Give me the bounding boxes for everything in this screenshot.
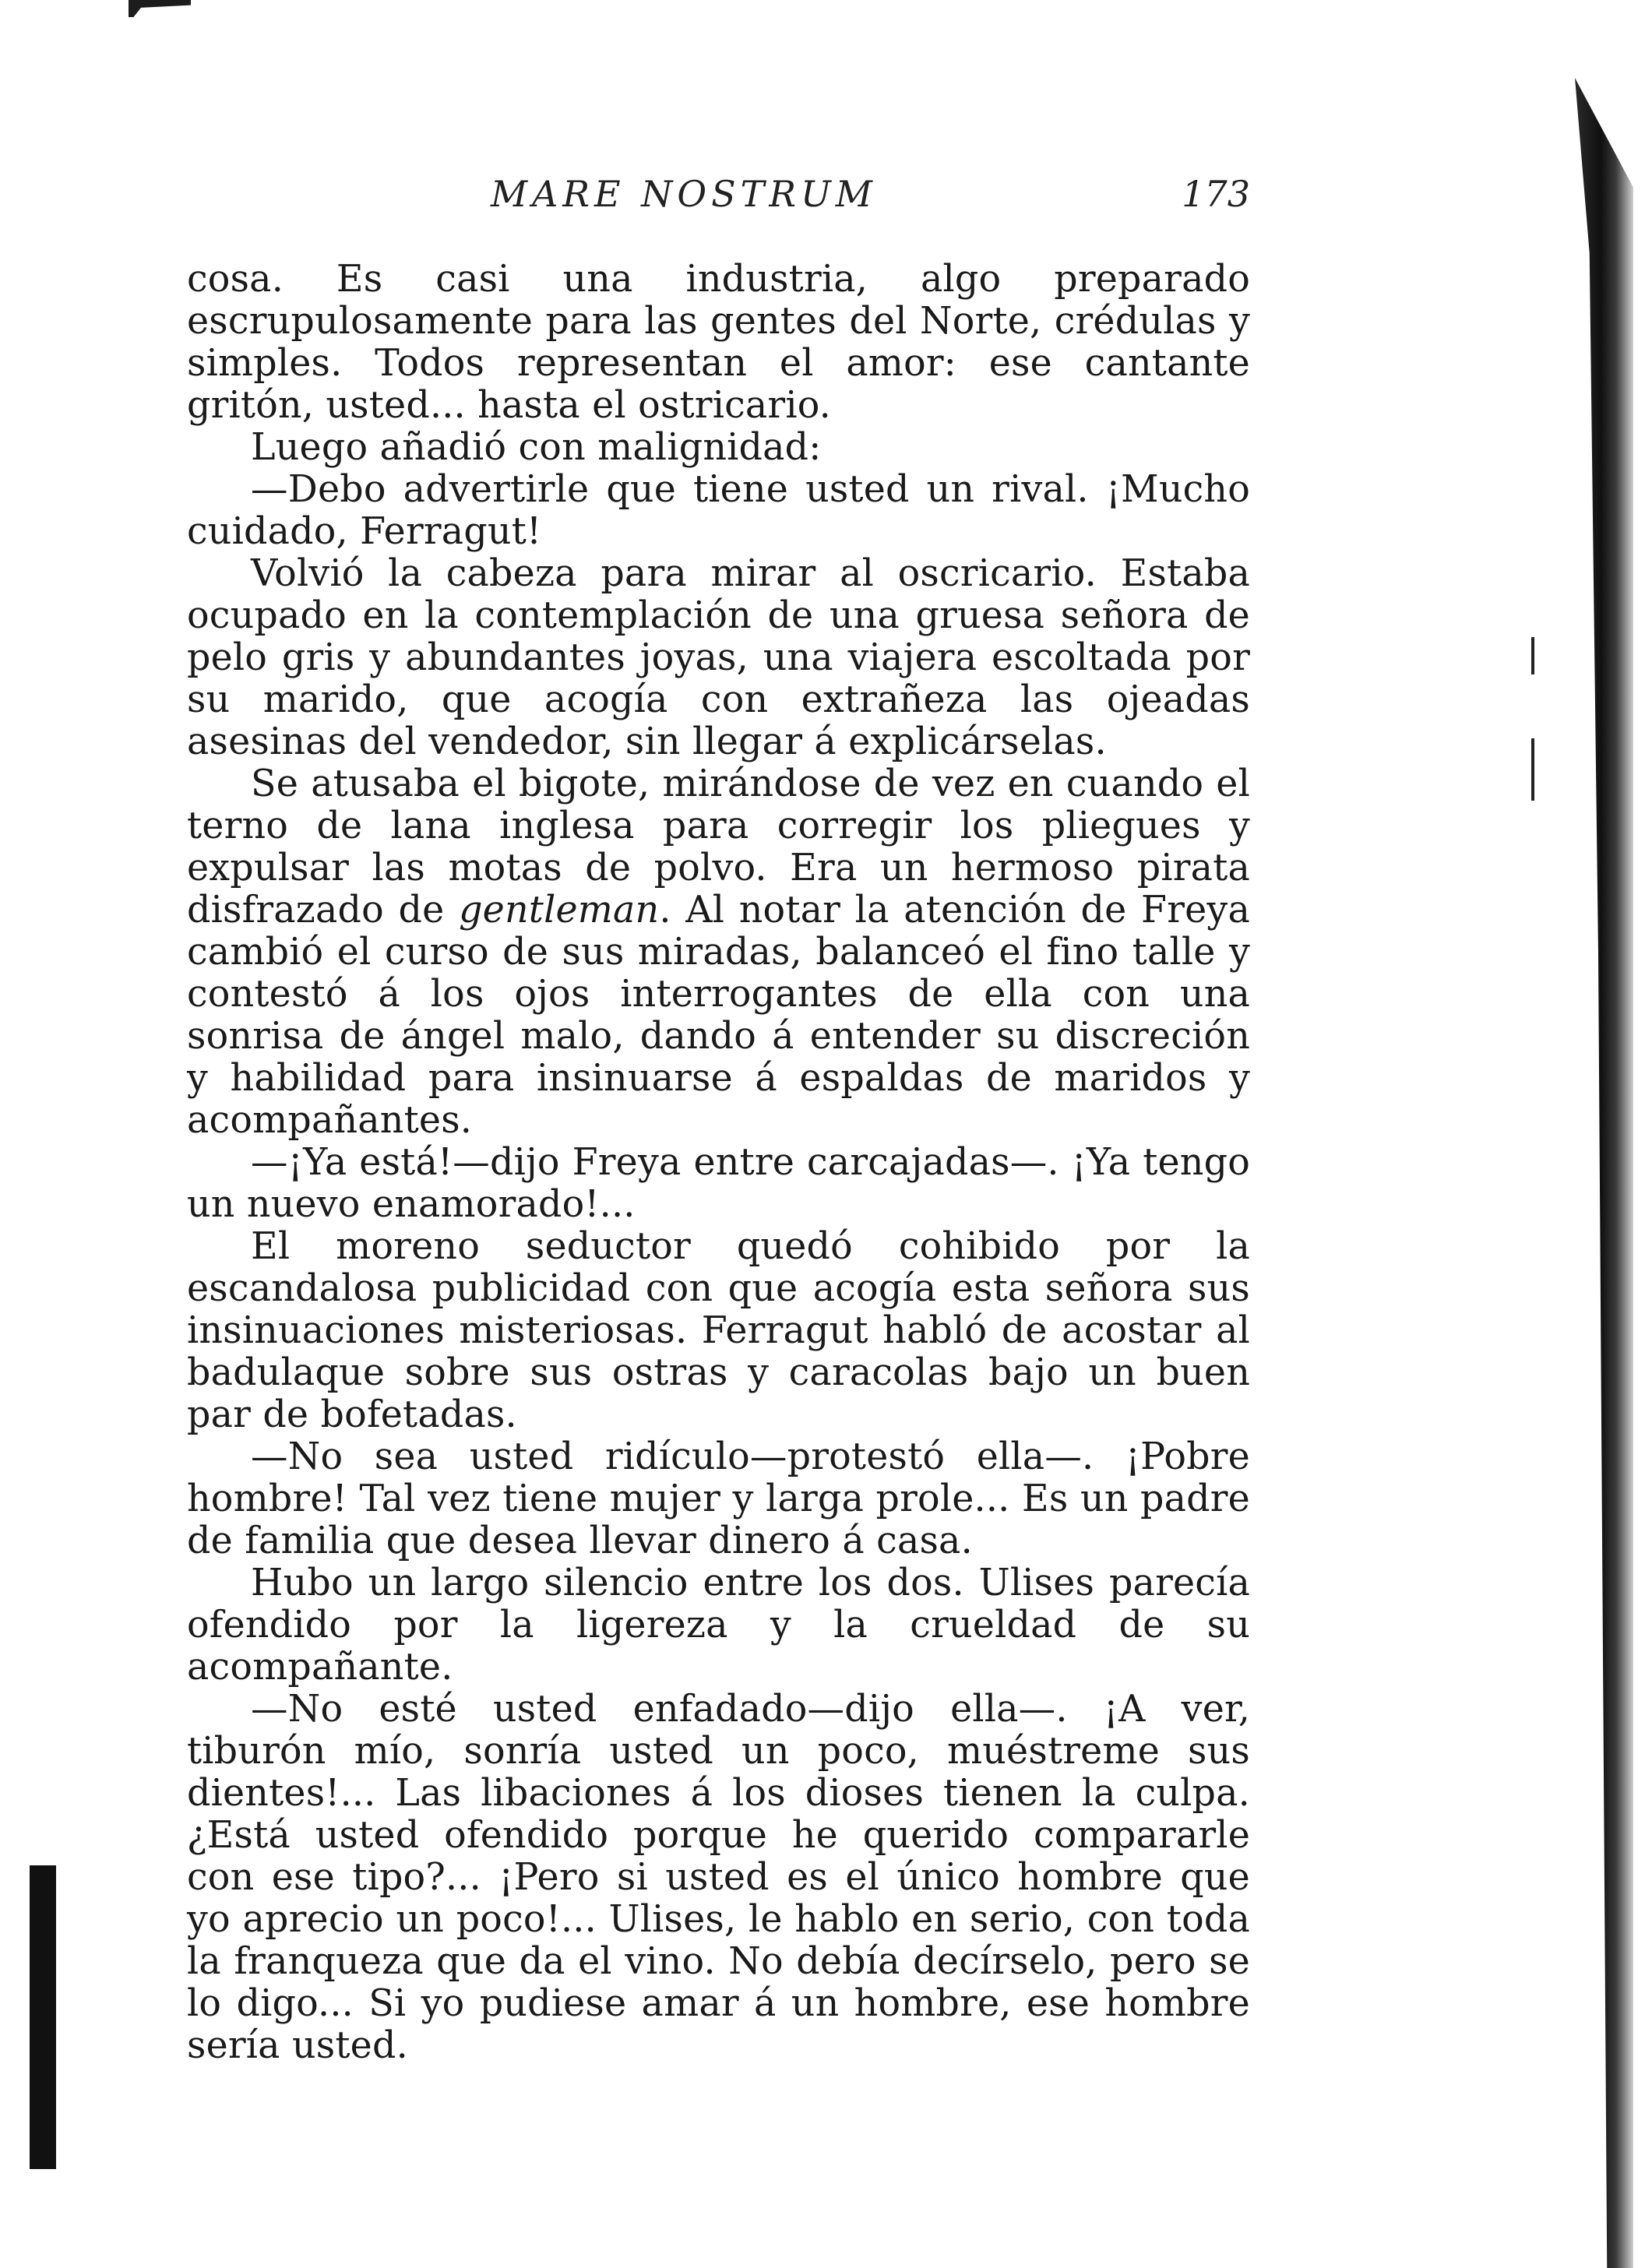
page-number: 173 (1182, 173, 1250, 215)
scan-right-edge-shadow (1575, 78, 1633, 2268)
italic-word: gentleman (459, 889, 660, 932)
paragraph: Volvió la cabeza para mirar al oscricario. Estaba ocupado en la contemplación de una gruesa señora de pelo gris y abundantes joyas, una viajera escoltada por su marido, que acogía con extrañeza las ojeadas asesinas del vendedor, sin llegar á explicárselas. (187, 552, 1250, 763)
paragraph: —¡Ya está!—dijo Freya entre carcajadas—. ¡Ya tengo un nuevo enamorado!... (187, 1141, 1250, 1226)
scan-corner-mark (129, 0, 191, 17)
paragraph: Luego añadió con malignidad: (251, 426, 822, 469)
paragraph: cosa. Es casi una industria, algo preparado escrupulosamente para las gentes del Norte, crédulas y simples. Todos representan el amor: ese cantante gritón, usted... hasta el ostricario. (187, 258, 1250, 427)
paragraph: —No sea usted ridículo—protestó ella—. ¡Pobre hombre! Tal vez tiene mujer y larga prole... Es un padre de familia que desea llevar dinero á casa. (187, 1435, 1250, 1562)
scan-margin-tick (1531, 738, 1534, 801)
page-header (187, 173, 1250, 227)
paragraph: —Debo advertirle que tiene usted un rival. ¡Mucho cuidado, Ferragut! (187, 468, 1250, 553)
body-text (187, 259, 1250, 2067)
scan-margin-tick (1531, 637, 1534, 674)
paragraph: —No esté usted enfadado—dijo ella—. ¡A ver, tiburón mío, sonría usted un poco, muéstreme sus dientes!... Las libaciones á los dioses tienen la culpa. ¿Está usted ofendido porque he querido compararle con ese tipo?... ¡Pero si usted es el único hombre que yo aprecio un poco!... Ulises, le hablo en serio, con toda la franqueza que da el vino. No debía decírselo, pero se lo digo... Si yo pudiese amar á un hombre, ese hombre sería usted. (187, 1688, 1250, 2067)
paragraph: Hubo un largo silencio entre los dos. Ulises parecía ofendido por la ligereza y la crueldad de su acompañante. (187, 1562, 1250, 1689)
paragraph-text: . Al notar la atención de Freya cambió el curso de sus miradas, balanceó el fino talle y contestó á los ojos interrogantes de ella con una sonrisa de ángel malo, dando á entender su discreción y habilidad para insinuarse á espaldas de maridos y acompañantes. (187, 889, 1250, 1142)
paragraph: El moreno seductor quedó cohibido por la escandalosa publicidad con que acogía esta señora sus insinuaciones misteriosas. Ferragut habló de acostar al badulaque sobre sus ostras y caracolas bajo un buen par de bofetadas. (187, 1225, 1250, 1436)
scan-left-edge-shadow (30, 1865, 56, 2169)
paragraph (187, 763, 1250, 1142)
paragraph-text: Se atusaba el bigote, mirándose de vez en cuando el terno de lana inglesa para corregir los pliegues y expulsar las motas de polvo. Era un hermoso pirata disfrazado de (187, 762, 1250, 932)
running-title: MARE NOSTRUM (491, 173, 877, 215)
